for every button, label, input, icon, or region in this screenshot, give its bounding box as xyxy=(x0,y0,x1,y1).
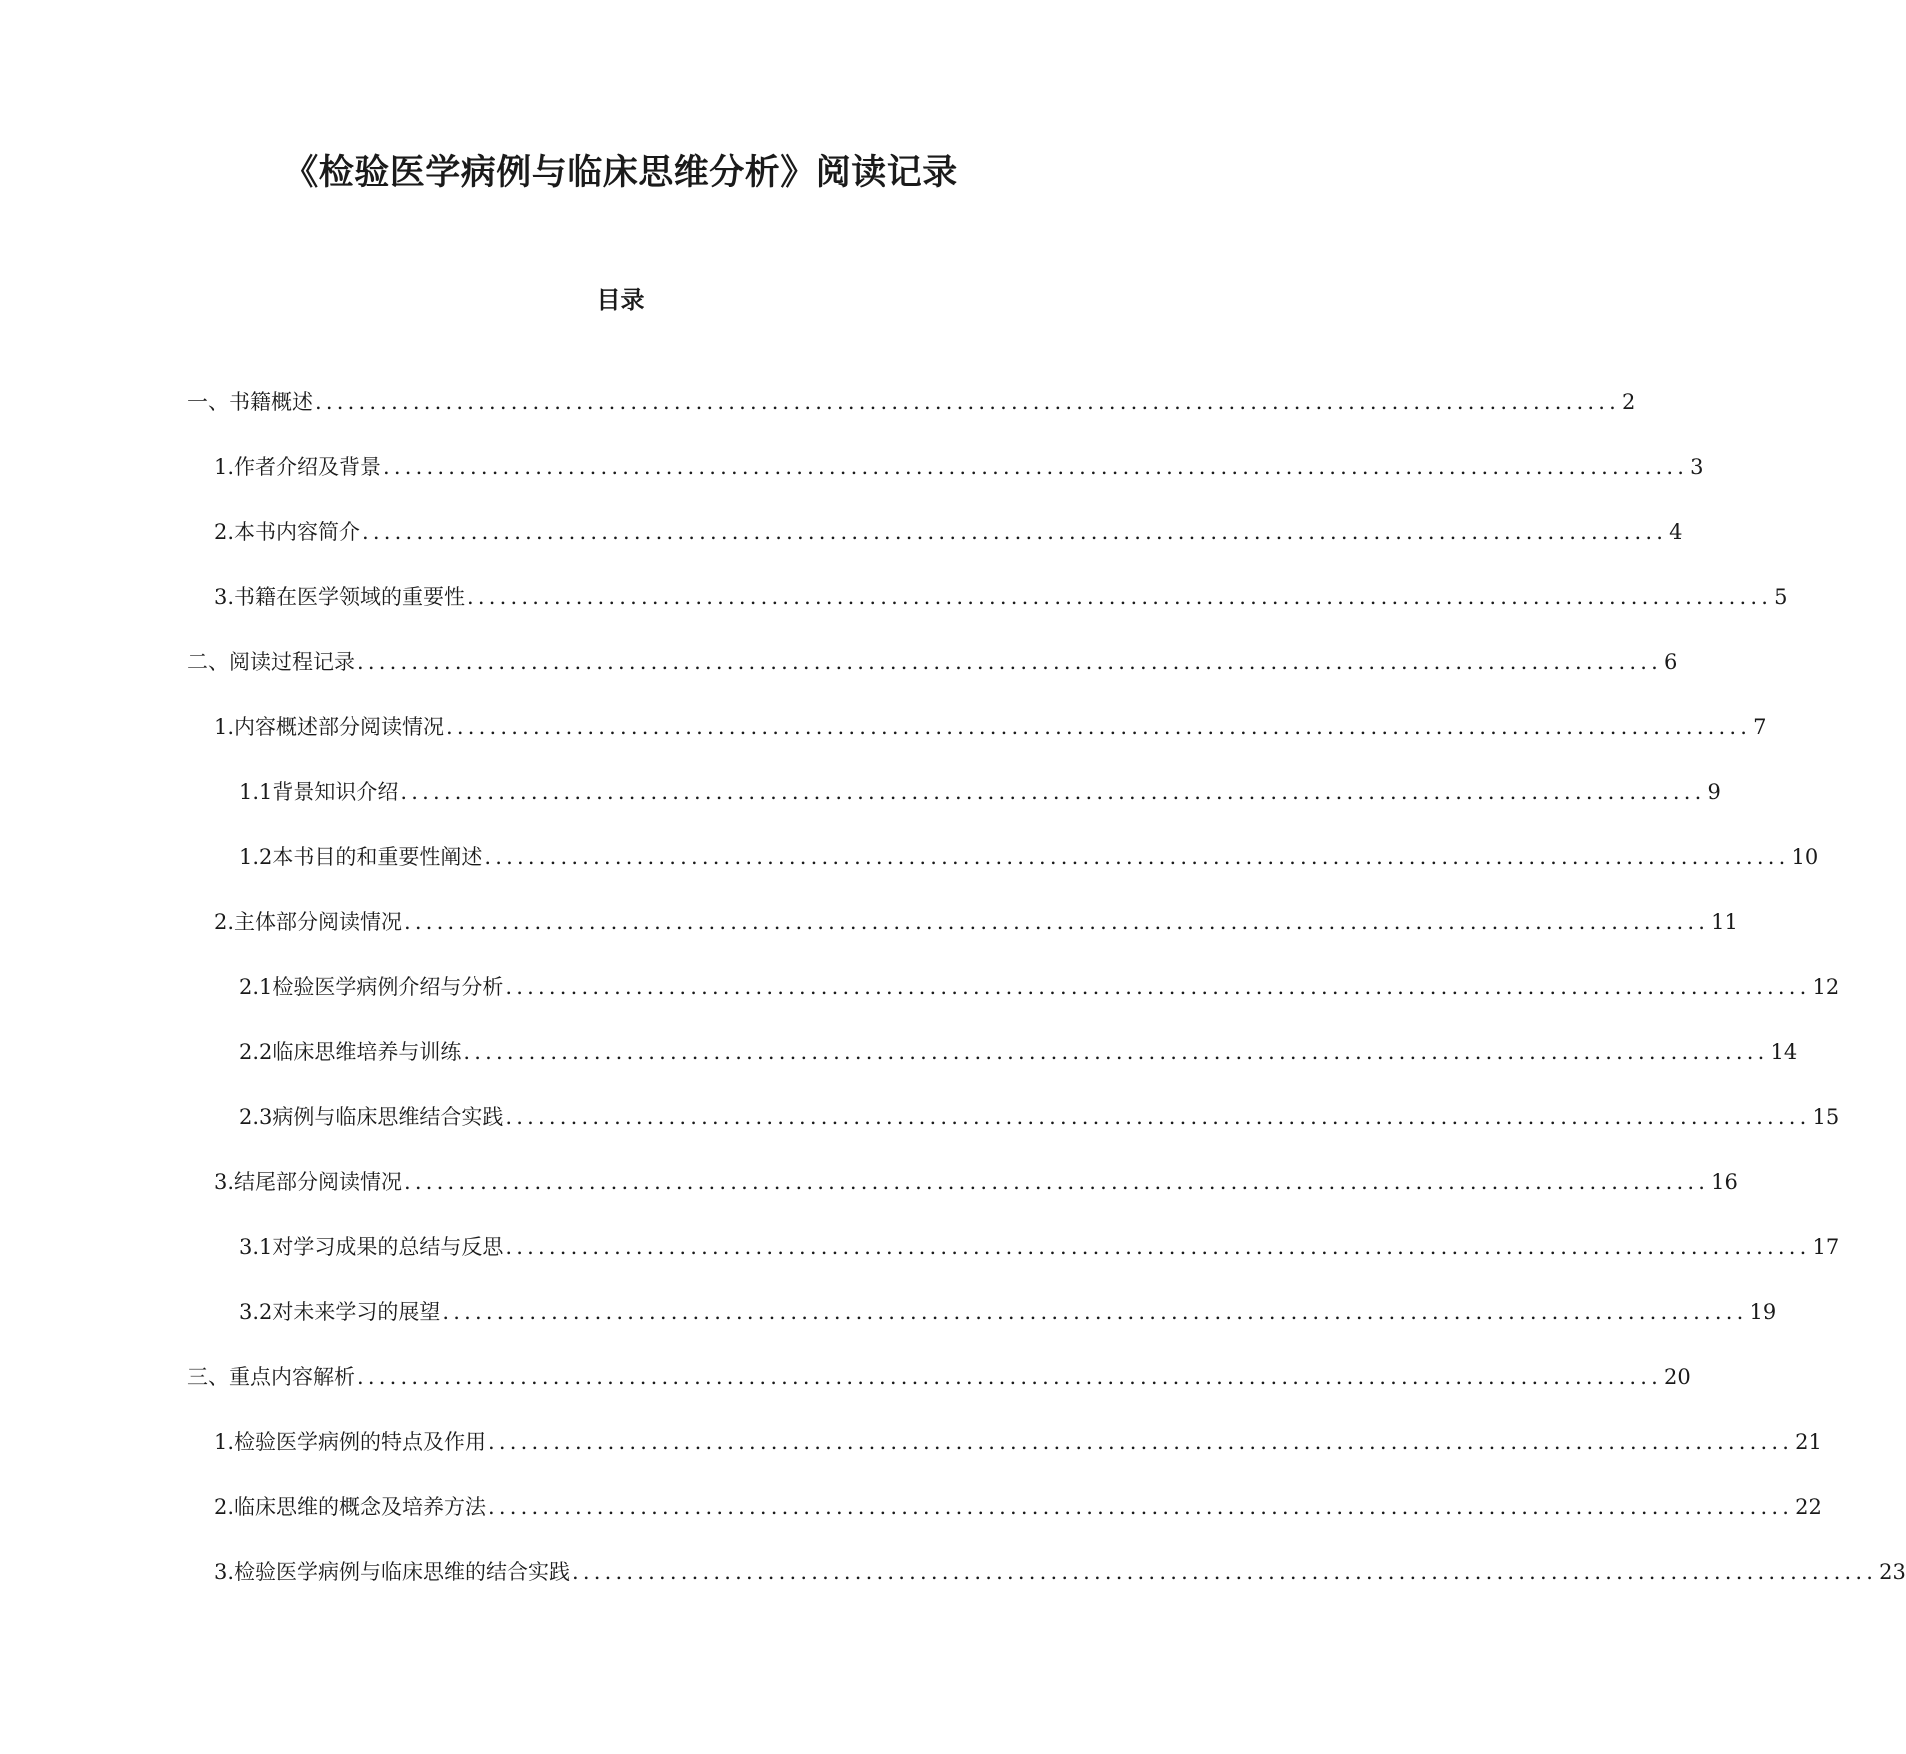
toc-entry-number: 3. xyxy=(214,585,235,609)
toc-dot-leader: ........................................................................................................................ xyxy=(505,1105,1811,1129)
toc-entry-number: 1. xyxy=(214,455,235,479)
toc-entry-page-number: 2 xyxy=(1622,390,1636,414)
toc-dot-leader: ........................................................................................................................ xyxy=(442,1300,1748,1324)
toc-dot-leader: ........................................................................................................................ xyxy=(488,1495,1794,1519)
toc-dot-leader: ........................................................................................................................ xyxy=(467,585,1773,609)
toc-entry-label: 本书内容简介 xyxy=(234,520,361,544)
toc-dot-leader: ........................................................................................................................ xyxy=(383,455,1689,479)
toc-entry[interactable] xyxy=(187,582,1788,647)
toc-entry[interactable] xyxy=(187,1037,1798,1102)
toc-entry-page-number: 14 xyxy=(1770,1040,1798,1064)
toc-entry-label: 病例与临床思维结合实践 xyxy=(272,1105,504,1129)
toc-entry-label: 对未来学习的展望 xyxy=(272,1300,441,1324)
toc-dot-leader: ........................................................................................................................ xyxy=(404,910,1710,934)
toc-entry-label: 背景知识介绍 xyxy=(272,780,399,804)
toc-dot-leader: ........................................................................................................................ xyxy=(400,780,1706,804)
toc-entry-label: 检验医学病例介绍与分析 xyxy=(272,975,504,999)
toc-dot-leader: ........................................................................................................................ xyxy=(315,390,1621,414)
toc-dot-leader: ........................................................................................................................ xyxy=(362,520,1668,544)
toc-dot-leader: ........................................................................................................................ xyxy=(488,1430,1794,1454)
toc-entry-page-number: 6 xyxy=(1664,650,1678,674)
toc-entry-number: 2. xyxy=(214,520,235,544)
toc-entry[interactable] xyxy=(187,1232,1840,1297)
toc-entry[interactable] xyxy=(187,387,1636,452)
toc-dot-leader: ........................................................................................................................ xyxy=(357,650,1663,674)
toc-dot-leader: ........................................................................................................................ xyxy=(505,1235,1811,1259)
toc-entry-page-number: 16 xyxy=(1711,1170,1738,1194)
toc-entry-label: 作者介绍及背景 xyxy=(234,455,382,479)
toc-entry-label: 检验医学病例与临床思维的结合实践 xyxy=(234,1560,571,1584)
toc-entry-label: 检验医学病例的特点及作用 xyxy=(234,1430,487,1454)
toc-entry-number: 1.2 xyxy=(239,845,273,869)
toc-entry-page-number: 7 xyxy=(1753,715,1767,739)
toc-entry-label: 本书目的和重要性阐述 xyxy=(272,845,483,869)
toc-entry-page-number: 10 xyxy=(1791,845,1819,869)
toc-entry-number: 2.3 xyxy=(239,1105,273,1129)
toc-entry[interactable] xyxy=(187,1362,1691,1427)
toc-entry-label: 临床思维培养与训练 xyxy=(272,1040,462,1064)
toc-dot-leader: ........................................................................................................................ xyxy=(572,1560,1878,1584)
toc-entry-page-number: 20 xyxy=(1664,1365,1691,1389)
toc-entry-page-number: 19 xyxy=(1749,1300,1777,1324)
toc-entry-label: 一、书籍概述 xyxy=(187,390,313,414)
toc-entry-number: 3.1 xyxy=(239,1235,273,1259)
toc-entry-label: 书籍在医学领域的重要性 xyxy=(234,585,466,609)
toc-entry-page-number: 17 xyxy=(1812,1235,1840,1259)
toc-entry-number: 2. xyxy=(214,910,235,934)
toc-dot-leader: ........................................................................................................................ xyxy=(446,715,1752,739)
toc-entry-page-number: 23 xyxy=(1879,1560,1906,1584)
toc-entry-number: 1. xyxy=(214,1430,235,1454)
toc-entry-page-number: 4 xyxy=(1669,520,1683,544)
toc-entry-label: 二、阅读过程记录 xyxy=(187,650,355,674)
toc-dot-leader: ........................................................................................................................ xyxy=(404,1170,1710,1194)
toc-entry[interactable] xyxy=(187,1557,1906,1622)
toc-entry-label: 内容概述部分阅读情况 xyxy=(234,715,445,739)
toc-entry[interactable] xyxy=(187,1102,1840,1167)
toc-entry[interactable] xyxy=(187,1167,1738,1232)
toc-entry-number: 2. xyxy=(214,1495,235,1519)
toc-entry-page-number: 9 xyxy=(1707,780,1721,804)
toc-entry-number: 3. xyxy=(214,1170,235,1194)
toc-entry-number: 2.2 xyxy=(239,1040,273,1064)
toc-entry[interactable] xyxy=(187,517,1683,582)
toc-entry[interactable] xyxy=(187,712,1767,777)
toc-entry-number: 2.1 xyxy=(239,975,273,999)
toc-entry[interactable] xyxy=(187,1297,1777,1362)
toc-entry-page-number: 11 xyxy=(1711,910,1738,934)
toc-entry[interactable] xyxy=(187,907,1738,972)
toc-entry-label: 三、重点内容解析 xyxy=(187,1365,355,1389)
toc-entry-number: 3.2 xyxy=(239,1300,273,1324)
toc-entry-number: 1. xyxy=(214,715,235,739)
toc-entry[interactable] xyxy=(187,972,1840,1037)
toc-entry-number: 3. xyxy=(214,1560,235,1584)
toc-entry[interactable] xyxy=(187,1427,1822,1492)
toc-entry-number: 1.1 xyxy=(239,780,273,804)
toc-entry-label: 结尾部分阅读情况 xyxy=(234,1170,403,1194)
toc-dot-leader: ........................................................................................................................ xyxy=(484,845,1790,869)
toc-entry[interactable] xyxy=(187,1492,1822,1557)
toc-entry-label: 主体部分阅读情况 xyxy=(234,910,403,934)
toc-entry-page-number: 22 xyxy=(1795,1495,1822,1519)
toc-entry-label: 对学习成果的总结与反思 xyxy=(272,1235,504,1259)
toc-entry[interactable] xyxy=(187,452,1704,517)
toc-entry-page-number: 15 xyxy=(1812,1105,1840,1129)
toc-entry[interactable] xyxy=(187,777,1721,842)
toc-entry[interactable] xyxy=(187,647,1678,712)
document-title: 《检验医学病例与临床思维分析》阅读记录 xyxy=(283,153,958,193)
toc-entry-page-number: 3 xyxy=(1690,455,1704,479)
toc-entry-page-number: 5 xyxy=(1774,585,1788,609)
toc-dot-leader: ........................................................................................................................ xyxy=(463,1040,1769,1064)
toc-entry-label: 临床思维的概念及培养方法 xyxy=(234,1495,487,1519)
table-of-contents xyxy=(187,387,1906,1622)
toc-dot-leader: ........................................................................................................................ xyxy=(357,1365,1663,1389)
toc-entry-page-number: 21 xyxy=(1795,1430,1822,1454)
toc-dot-leader: ........................................................................................................................ xyxy=(505,975,1811,999)
toc-entry[interactable] xyxy=(187,842,1819,907)
toc-entry-page-number: 12 xyxy=(1812,975,1840,999)
toc-heading: 目录 xyxy=(596,286,645,314)
